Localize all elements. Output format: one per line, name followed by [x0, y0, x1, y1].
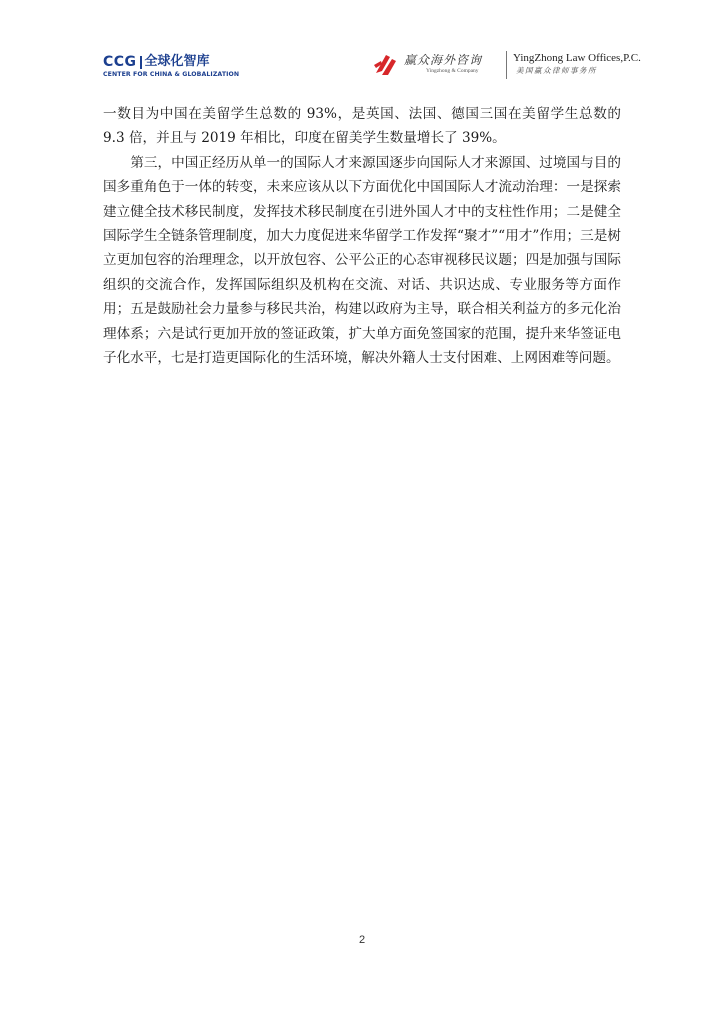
ccg-logo-mark: CCG [103, 54, 137, 70]
document-body [103, 102, 621, 370]
yingzhong-chinese-name: 赢众海外咨询 [404, 53, 483, 67]
ccg-logo-chinese-name: 全球化智库 [144, 54, 210, 69]
page-header [0, 0, 724, 90]
paragraph-third-point: 第三，中国正经历从单一的国际人才来源国逐步向国际人才来源国、过境国与目的国多重角色于一体的转变，未来应该从以下方面优化中国国际人才流动治理：一是探索建立健全技术移民制度，发挥技术移民制度在引进外国人才中的支柱性作用；二是健全国际学生全链条管理制度，加大力度促进来华留学工作发挥“聚才”“用才”作用；三是树立更加包容的治理理念，以开放包容、公平公正的心态审视移民议题；四是加强与国际组织的交流合作，发挥国际组织及机构在交流、对话、共识达成、专业服务等方面作用；五是鼓励社会力量参与移民共治，构建以政府为主导，联合相关利益方的多元化治理体系；六是试行更加开放的签证政策，扩大单方面免签国家的范围，提升来华签证电子化水平，七是打造更国际化的生活环境，解决外籍人士支付困难、上网困难等问题。 [103, 154, 621, 367]
yingzhong-chinese-sub: Yingzhong & Company [426, 68, 479, 74]
yingzhong-logo [372, 48, 642, 82]
ccg-logo-english-name: CENTER FOR CHINA & GLOBALIZATION [103, 71, 240, 78]
yingzhong-english-name: YingZhong Law Offices,P.C. [513, 52, 641, 64]
page-number: 2 [358, 934, 366, 946]
ccg-logo-divider [140, 56, 142, 69]
yingzhong-emblem-icon [372, 51, 400, 79]
yingzhong-english-sub: 美国赢众律师事务所 [516, 66, 597, 75]
paragraph-continued: 一数目为中国在美留学生总数的 93%，是英国、法国、德国三国在美留学生总数的 9.3 倍，并且与 2019 年相比，印度在留美学生数量增长了 39%。 [103, 106, 621, 147]
yingzhong-logo-divider [506, 51, 507, 79]
ccg-logo [103, 54, 240, 80]
